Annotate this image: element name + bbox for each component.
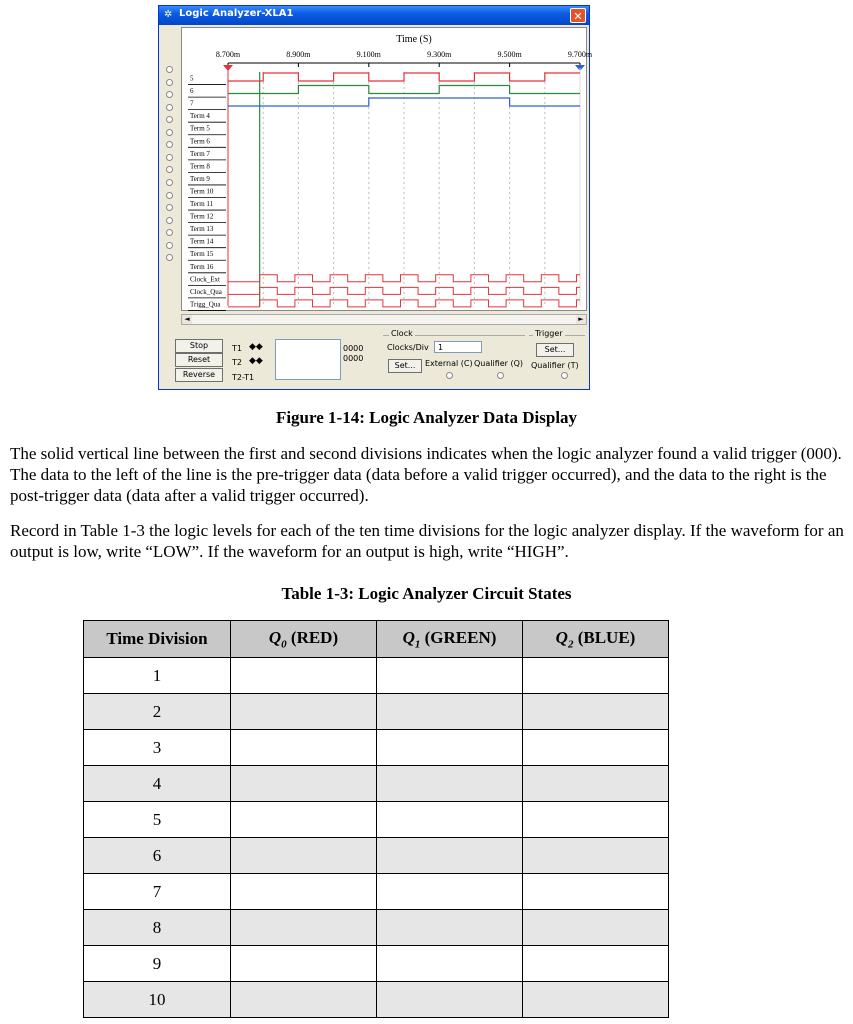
time-division-cell: 7 [84,874,231,910]
table-row [84,658,669,694]
time-division-cell: 3 [84,730,231,766]
q2-symbol: Q [555,627,568,647]
q1-cell[interactable] [377,838,523,874]
q0-subscript: 0 [281,638,287,651]
paragraph-trigger: The solid vertical line between the first and second divisions indicates when the logic analyzer found a valid trigger (000). The data to the left of the line is the pre-trigger data (data before a valid trigger occurred), and the data to the right is the post-trigger data (data after a valid trigger occurred). [10,444,842,505]
channel-label: Term 15 [190,250,214,259]
t1-label: T1 [232,344,242,353]
time-division-cell: 5 [84,802,231,838]
q0-cell[interactable] [231,874,377,910]
channel-radio[interactable] [166,91,173,98]
q2-cell[interactable] [523,766,669,802]
time-tick-label: 8.900m [286,50,311,59]
channel-label: Term 7 [190,149,210,158]
channel-label: Term 16 [190,262,214,271]
channel-radio[interactable] [166,254,173,261]
channel-radio[interactable] [166,104,173,111]
time-tick-label: 9.300m [427,50,452,59]
q0-cell[interactable] [231,838,377,874]
table-row [84,874,669,910]
window-title: Logic Analyzer-XLA1 [179,8,294,19]
qualifier-q-label: Qualifier (Q) [474,359,524,368]
table-row [84,946,669,982]
figure-caption: Figure 1-14: Logic Analyzer Data Display [275,408,578,427]
channel-label: Term 10 [190,187,214,196]
q2-subscript: 2 [567,638,574,651]
q2-cell[interactable] [523,946,669,982]
time-division-cell: 10 [84,982,231,1018]
channel-label: Trigg_Qua [190,300,221,309]
q1-cell[interactable] [377,982,523,1018]
reset-button[interactable]: Reset [175,353,223,367]
window-titlebar[interactable] [159,6,589,25]
q1-symbol: Q [402,627,415,647]
q1-cell[interactable] [377,766,523,802]
clocks-div-label: Clocks/Div [387,343,429,352]
time-axis-title: Time (S) [396,34,432,45]
table-row [84,982,669,1018]
channel-label: 7 [190,99,194,108]
q1-cell[interactable] [377,946,523,982]
q0-cell[interactable] [231,946,377,982]
t2-value: 0000 [343,354,364,363]
q1-cell[interactable] [377,802,523,838]
qualifier-q-radio[interactable] [497,372,504,379]
channel-label: 5 [190,74,194,83]
q2-color-label: (BLUE) [573,627,636,647]
q0-cell[interactable] [231,982,377,1018]
channel-radio[interactable] [166,166,173,173]
q1-cell[interactable] [377,910,523,946]
q1-cell[interactable] [377,730,523,766]
channel-label: Term 6 [190,137,210,146]
q0-cell[interactable] [231,802,377,838]
q0-cell[interactable] [231,694,377,730]
q1-cell[interactable] [377,874,523,910]
q2-cell[interactable] [523,694,669,730]
channel-label: Term 5 [190,124,210,133]
clocks-div-value: 1 [438,343,444,352]
q0-cell[interactable] [231,730,377,766]
paragraph-instructions: Record in Table 1-3 the logic levels for each of the ten time divisions for the logic analyzer display. If the waveform for an output is low, write “LOW”. If the waveform for an output is high, write “HIGH”. [10,521,844,561]
time-tick-label: 9.100m [356,50,381,59]
table-row [84,730,669,766]
q1-cell[interactable] [377,658,523,694]
external-label: External (C) [425,359,473,368]
qualifier-t-radio[interactable] [561,372,568,379]
t2-arrows-icon[interactable]: ◆◆ [249,356,263,366]
channel-label: Clock_Ext [190,275,220,284]
header-q2 [523,621,669,658]
channel-radio[interactable] [166,66,173,73]
q0-color-label: (RED) [286,627,339,647]
scroll-right-icon[interactable]: ► [576,315,586,324]
channel-radio[interactable] [166,129,173,136]
clock-group-title: Clock [391,329,413,338]
close-button[interactable]: ✕ [570,8,586,23]
header-time-division: Time Division [84,621,231,658]
time-division-cell: 9 [84,946,231,982]
trigger-set-button[interactable]: Set... [536,343,574,357]
time-division-cell: 2 [84,694,231,730]
q0-cell[interactable] [231,910,377,946]
time-tick-label: 9.500m [497,50,522,59]
table-row [84,802,669,838]
t1-value: 0000 [343,344,364,353]
trigger-group-title: Trigger [535,329,563,338]
table-row [84,766,669,802]
q0-trace [228,73,580,81]
channel-radio[interactable] [166,116,173,123]
cursor-time-box [275,339,341,380]
scroll-left-icon[interactable]: ◄ [182,315,192,324]
t1-arrows-icon[interactable]: ◆◆ [249,342,263,352]
channel-label: Term 8 [190,162,210,171]
horizontal-scrollbar[interactable] [181,314,587,325]
q0-cell[interactable] [231,766,377,802]
channel-label: Term 13 [190,225,214,234]
table-row [84,910,669,946]
time-division-cell: 8 [84,910,231,946]
qualifier-t-label: Qualifier (T) [531,361,579,370]
channel-label: Term 14 [190,237,214,246]
channel-label: 6 [190,87,194,96]
channel-radio[interactable] [166,141,173,148]
q2-cell[interactable] [523,982,669,1018]
channel-radio[interactable] [166,179,173,186]
q2-cell[interactable] [523,658,669,694]
q2-cell[interactable] [523,730,669,766]
external-radio[interactable] [446,372,453,379]
waveform-plot [182,28,593,310]
channel-label: Term 11 [190,200,214,208]
logic-analyzer-window [158,5,593,390]
q1-subscript: 1 [414,638,421,651]
channel-radio[interactable] [166,79,173,86]
table-title: Table 1-3: Logic Analyzer Circuit States [281,584,572,603]
t2-t1-label: T2-T1 [232,373,255,382]
channel-radio[interactable] [166,229,173,236]
q0-symbol: Q [268,627,282,647]
clock-set-button[interactable]: Set... [388,359,422,373]
table-header-row [84,621,669,658]
channel-radio[interactable] [166,242,173,249]
time-tick-label: 9.700m [567,50,593,59]
q2-cell[interactable] [523,838,669,874]
channel-label: Clock_Qua [190,287,222,296]
reverse-button[interactable]: Reverse [175,368,223,382]
header-q1 [377,621,523,658]
table-row [84,694,669,730]
channel-radio[interactable] [166,217,173,224]
q1-color-label: (GREEN) [420,627,497,647]
time-division-cell: 4 [84,766,231,802]
header-q0 [231,621,377,658]
stop-button[interactable]: Stop [175,339,223,353]
channel-label: Term 9 [190,174,210,183]
q0-cell[interactable] [231,658,377,694]
q2-cell[interactable] [523,802,669,838]
channel-radio[interactable] [166,154,173,161]
clocks-div-field[interactable] [434,341,482,353]
channel-label: Term 12 [190,212,214,221]
time-tick-label: 8.700m [215,50,241,59]
circuit-states-table [83,620,669,1018]
q2-cell[interactable] [523,910,669,946]
q1-cell[interactable] [377,694,523,730]
time-division-cell: 6 [84,838,231,874]
channel-radio[interactable] [166,204,173,211]
table-row [84,838,669,874]
q2-cell[interactable] [523,874,669,910]
channel-radio[interactable] [166,192,173,199]
t2-label: T2 [232,358,242,367]
channel-label: Term 4 [190,112,210,121]
time-division-cell: 1 [84,658,231,694]
analyzer-icon: ✲ [164,9,173,20]
waveform-display [181,27,593,311]
